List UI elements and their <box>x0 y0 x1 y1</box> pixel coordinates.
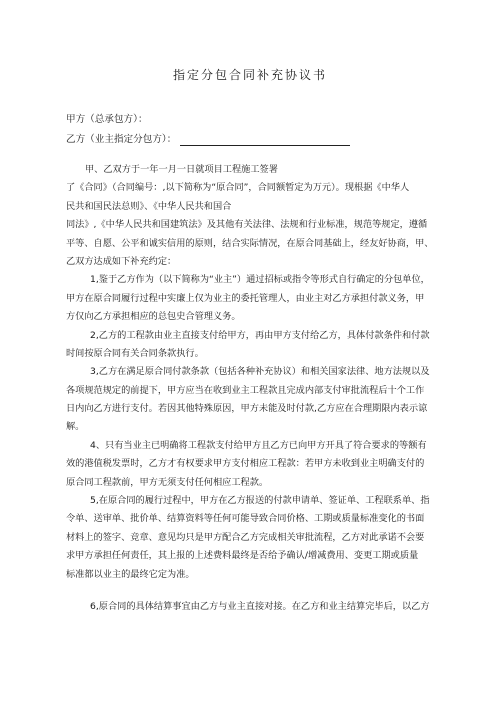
clause-5-line: 令单、送审单、批价单、结算资料等任何可能导致合同价格、工期或质量标准变化的书面 <box>66 513 425 525</box>
party-b-label: 乙方（业主指定分包方）： <box>66 134 177 145</box>
paragraph-line: 甲、乙双方于一年一月一日就项目工程施工签署 <box>85 164 278 175</box>
clause-3-line: 各项规范规定的前提下，甲方应当在收到业主工程款且完成内部支付审批流程后十个工作 <box>66 384 425 396</box>
clause-4-line: 原合同工程款前，甲方无须支付任何相应工程款。 <box>66 476 269 488</box>
clause-5-line: 材料上的签字、竞章、意见均只是甲方配合乙方完成相关审批流程，乙方对此承诺不会要 <box>66 531 425 543</box>
paragraph-line: 平等、自愿、公平和诚实信用的原则，结合实际情况，在原合同基础上，经友好协商，甲、 <box>66 237 434 249</box>
party-a-line <box>66 113 148 126</box>
paragraph-line: 了《合同》（合同编号：,以下简称为“原合同”，合同额暂定为万元）。现根据《中华人 <box>66 182 410 194</box>
clause-1-line: 甲方在原合同履行过程中实廉上仅为业主的委托管理人，由业主对乙方承担付款义务，甲 <box>66 292 425 304</box>
clause-1-line: 方仅向乙方承担相应的总包史合管理义务。 <box>66 311 241 323</box>
clause-6-line: 6,原合同的具体结算事宜由乙方与业主直接对接。在乙方和业主结算完毕后，以乙方 <box>90 600 430 612</box>
clause-3-line: 解。 <box>66 421 85 433</box>
clause-3-line: 日内向乙方进行支付。若因其他特殊原因，甲方未能及时付款,乙方应在合理期限内表示谅 <box>66 403 428 415</box>
clause-3-line: 3,乙方在满足原合同付款条款（包括各种补充协议）和相关国家法律、地方法规以及 <box>90 366 430 378</box>
clause-4-line: 4、只有当业主已明确将工程款支付给甲方且乙方已向甲方开具了符合要求的等额有 <box>90 439 427 451</box>
clause-1-line: 1,鉴于乙方作为（以下简称为“业主”）通过招标或指令等形式自行确定的分包单位， <box>90 274 430 286</box>
clause-5-line: 5,在原合同的履行过程中，甲方在乙方报送的付款申请单、签证单、工程联系单、指 <box>90 495 430 507</box>
paragraph-line: 乙双方达成如下补充约定： <box>66 255 177 267</box>
clause-4-line: 效的港值税发票时，乙方才有权要求甲方支付相应工程款：若甲方未收到业主明确支付的 <box>66 458 425 470</box>
clause-5-line: 求甲方承担任何责任，其上报的上述费料最终是否给予确认/增减费用、变更工期或质量 <box>66 550 419 562</box>
document-title: 指定分包合同补充协议书 <box>172 68 327 82</box>
party-a-label: 甲方（总承包方）： <box>66 114 148 125</box>
clause-2-line: 时间按原合同有关合同条款执行。 <box>66 347 204 359</box>
clause-5-line: 标准都以业主的最终它定为准。 <box>66 568 195 580</box>
paragraph-line: 民共和国民法总则》、《中华人民共和国合 <box>66 200 232 212</box>
agreement-body <box>66 161 434 616</box>
party-b-blank <box>180 135 350 146</box>
clause-2-line: 2,乙方的工程款由业主直接支付给甲方，再由甲方支付给乙方，具体付款条件和付款 <box>90 329 430 341</box>
paragraph-line: 同法》,《中华人民共和国建筑法》及其他有关法律、法规和行业标准，规范等规定，遵循 <box>66 219 428 231</box>
party-b-line <box>66 133 350 146</box>
